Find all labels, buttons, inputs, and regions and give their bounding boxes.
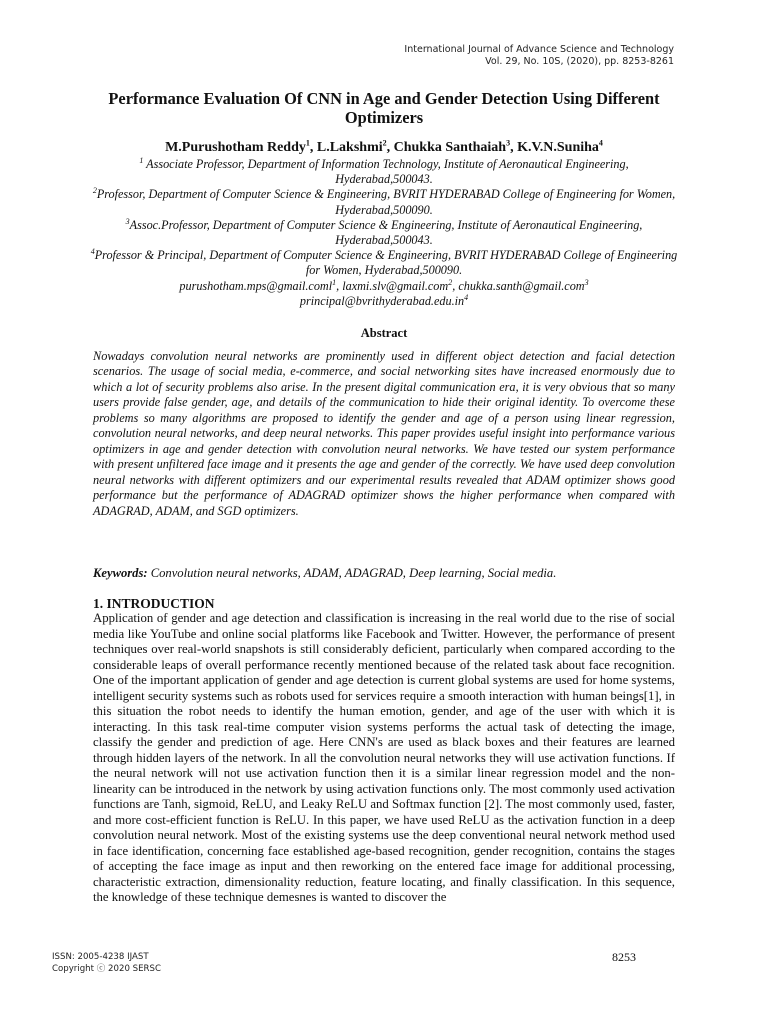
affiliation-sup: 1 <box>139 155 144 165</box>
keywords-label: Keywords: <box>93 566 148 580</box>
copyright: Copyright ⓒ 2020 SERSC <box>52 963 161 974</box>
author-sep: , <box>510 140 518 155</box>
email: , laxmi.slv@gmail.com <box>336 278 449 293</box>
email-line <box>90 294 678 309</box>
journal-volume: Vol. 29, No. 10S, (2020), pp. 8253-8261 <box>485 56 674 67</box>
email: purushotham.mps@gmail.coml <box>179 278 333 293</box>
email-sup: 1 <box>332 277 337 287</box>
journal-name: International Journal of Advance Science and Technology <box>404 44 674 55</box>
abstract-body: Nowadays convolution neural networks are prominently used in different object detection and facial detection scenarios. The usage of social media, e-commerce, and social networking sites have increased enormously due to which a lot of security problems also arise. In the present digital communication era, it is very obvious that so many users provide false gender, age, and details of the communication to hide their original identity. To overcome these problems so many algorithms are proposed to identify the gender and age of a person using linear regression, convolution neural networks, and deep neural networks. This paper provides useful insight into performance various optimizers in age and gender detection with convolution neural networks. We have tested our system performance with present unfiltered face image and it presents the age and gender of the correctly. We have used deep convolution neural networks with different optimizers and our experimental results revealed that ADAM optimizer shows good performance but the performance of ADAGRAD optimizer shows the higher performance when compared with ADAGRAD, ADAM, and SGD optimizers. <box>93 349 675 518</box>
affiliation-text: Assoc.Professor, Department of Computer Science & Engineering, Institute of Aeronautical Engineering, Hyderabad,500043. <box>129 217 643 248</box>
affiliation <box>90 157 678 187</box>
author-name: L.Lakshmi <box>316 140 383 155</box>
author-name: Chukka Santhaiah <box>393 140 507 155</box>
affiliation-text: Professor, Department of Computer Science & Engineering, BVRIT HYDERABAD College of Engineering for Women, Hyderabad,500090. <box>96 187 676 217</box>
email: principal@bvrithyderabad.edu.in <box>299 293 465 308</box>
footer-issn <box>52 952 272 975</box>
introduction-body: Application of gender and age detection and classification is increasing in the real world due to the rise of social media like YouTube and online social platforms like Facebook and Twitter. However, the performance of present techniques over real-world snapshots is still considerably deficient, particularly when compared according to the considerable leaps of overall performance recently mentioned because of the related task about face recognition. One of the important application of gender and age detection is current global systems are used for home systems, intelligent security systems such as robots used for services require a smooth interaction with human beings[1], in this situation the robot needs to identify the human emotion, gender, and age of the user with which it is interacting. In this task real-time computer vision systems performs the actual task of detecting the image, classify the gender and prediction of age. Here CNN's are used as black boxes and their features are learned through hidden layers of the network. In all the convolution neural networks they will use activation functions. If the neural network will not use activation function then it is a similar linear regression model and the non-linearity can be introduced in the network by using activation functions only. The most commonly used activation functions are Tanh, sigmoid, ReLU, and Leaky ReLU and Softmax function [2]. The most commonly used, faster, and more cost-efficient function is ReLU. In this paper, we have used ReLU as the activation function in a deep convolution neural network. Most of the existing systems use the deep conventional neural network method used in face identification, concerning face established age-based recognition, gender recognition, contains the stages of accepting the face image as input and then reworking on the entered face image for additional processing, characteristic extraction, dimensionality reduction, feature locating, and finally classification. In this sequence, the knowledge of these technique demesnes is wanted to discover the <box>93 611 675 904</box>
page-number: 8253 <box>612 950 636 964</box>
author-list <box>90 139 678 156</box>
affiliation-sup: 2 <box>92 186 97 196</box>
email-sup: 4 <box>464 292 469 302</box>
affiliation-sup: 3 <box>125 216 130 226</box>
author-name: M.Purushotham Reddy <box>165 140 306 155</box>
keywords <box>93 566 675 581</box>
author-sup: 1 <box>305 138 310 148</box>
keywords-list: Convolution neural networks, ADAM, ADAGRAD, Deep learning, Social media. <box>147 566 557 580</box>
affiliation-sup: 4 <box>90 247 95 257</box>
affiliation-text: Associate Professor, Department of Information Technology, Institute of Aeronautical Engineering, Hyderabad,500043. <box>143 157 629 187</box>
email: , chukka.santh@gmail.com <box>452 278 585 293</box>
email-sup: 3 <box>584 277 589 287</box>
email-sup: 2 <box>448 277 453 287</box>
email-line <box>90 279 678 294</box>
paper-title: Performance Evaluation Of CNN in Age and Gender Detection Using Different Optimizers <box>108 89 660 127</box>
affiliation <box>90 248 678 278</box>
author-sep: , <box>309 140 317 155</box>
author-name: K.V.N.Suniha <box>517 140 599 155</box>
affiliation <box>90 218 678 248</box>
affiliation <box>90 187 678 217</box>
affiliation-text: Professor & Principal, Department of Computer Science & Engineering, BVRIT HYDERABAD College of Engineering for Women, Hyderabad,500090. <box>94 248 678 278</box>
author-sup: 3 <box>506 138 511 148</box>
author-sup: 4 <box>598 138 603 148</box>
abstract-heading: Abstract <box>360 326 408 340</box>
journal-header <box>274 44 674 68</box>
author-sep: , <box>386 140 394 155</box>
section-heading-introduction: 1. INTRODUCTION <box>93 596 215 611</box>
issn: ISSN: 2005-4238 IJAST <box>52 952 149 962</box>
affiliations <box>90 157 678 309</box>
author-sup: 2 <box>382 138 387 148</box>
